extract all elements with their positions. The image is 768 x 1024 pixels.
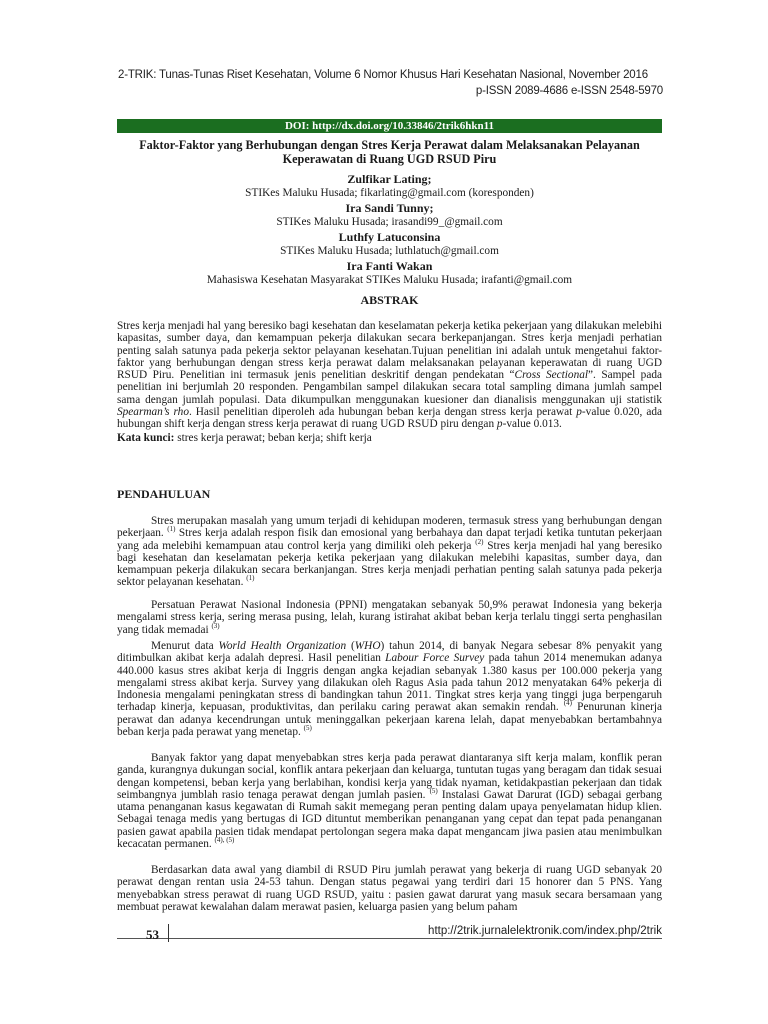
issn-header: p-ISSN 2089-4686 e-ISSN 2548-5970 bbox=[475, 85, 663, 97]
author-block bbox=[117, 171, 662, 287]
footer-divider bbox=[168, 924, 169, 942]
paper-title bbox=[117, 138, 662, 166]
abstract-heading: ABSTRAK bbox=[360, 293, 419, 307]
section-heading: PENDAHULUAN bbox=[117, 487, 211, 501]
intro-paragraph: Berdasarkan data awal yang diambil di RSUD Piru jumlah perawat yang bekerja di ruang UGD sebanyak 20 perawat dengan rentan usia 24-53 tahun. Dengan status pegawai yang terdiri dari 15 honorer dan 5 PNS. Yang menyebabkan stress perawat di ruang UGD RSUD, yaitu : pasien gawat darurat yang masuk secara bersamaan yang membuat perawat kewalahan dalam merawat pasien, keluarga pasien yang belum paham bbox=[117, 864, 662, 913]
author-affiliation: STIKes Maluku Husada; fikarlating@gmail.com (koresponden) bbox=[245, 187, 534, 199]
abstract-text: Stres kerja menjadi hal yang beresiko bagi kesehatan dan keselamatan pekerja ketika pekerjaan yang dilakukan melebihi kapasitas, sumber daya, dan kemampuan pekerja dilakukan secara berkepanjangan. Stres kerja menjadi perhatian penting salah satunya pada pekerja sektor pelayanan kesehatan.Tujuan penelitian ini adalah untuk mengetahui faktor-faktor yang berhubungan dengan stress kerja perawat dalam melaksanakan pelayanan keperawatan di ruang UGD RSUD Piru. Penelitian ini termasuk jenis penelitian deskritif dengan pendekatan “Cross Sectional”. Sampel pada penelitian ini berjumlah 20 responden. Pengambilan sampel dilakukan secara total sampling dimana jumlah sampel sama dengan jumlah populasi. Data dikumpulkan menggunakan kuesioner dan dianalisis menggunakan uji statistik Spearman’s rho. Hasil penelitian diperoleh ada hubungan beban kerja dengan stress kerja perawat p-value 0.020, ada hubungan shift kerja dengan stress kerja perawat di ruang UGD RSUD piru dengan p-value 0.013. bbox=[117, 320, 662, 431]
page-number: 53 bbox=[146, 927, 159, 942]
author-name: Zulfikar Lating; bbox=[347, 172, 432, 186]
journal-header: 2-TRIK: Tunas-Tunas Riset Kesehatan, Volume 6 Nomor Khusus Hari Kesehatan Nasional, November 2016 bbox=[118, 69, 648, 81]
footer-rule bbox=[117, 938, 662, 939]
intro-paragraph: Menurut data World Health Organization (WHO) tahun 2014, di banyak Negara sebesar 8% penyakit yang ditimbulkan akibat kerja adalah depresi. Hasil penelitian Labour Force Survey pada tahun 2014 menemukan adanya 440.000 kasus stres akibat kerja di Inggris dengan angka kejadian sebanyak 1.380 kasus per 100.000 pekerja yang mengalami stress akibat kerja. Survey yang dilakukan oleh Ragus Asia pada tahun 2012 menyatakan 64% pekerja di Indonesia mengalami peningkatan stress di bandingkan tahun 2011. Tingkat stres kerja yang tinggi juga berpengaruh terhadap kinerja, kepuasan, produktivitas, dan perilaku caring perawat akan semakin rendah. $^{(4)}$ Penurunan kinerja perawat dan adanya kecendrungan untuk meninggalkan pekerjaan karena lelah, dapat menyebabkan bertambahnya beban kerja pada perawat yang menetap. $^{(5)}$ bbox=[117, 640, 662, 739]
author-affiliation: STIKes Maluku Husada; luthlatuch@gmail.com bbox=[280, 245, 499, 257]
author-affiliation: STIKes Maluku Husada; irasandi99_@gmail.com bbox=[276, 216, 503, 228]
keywords-label: Kata kunci: bbox=[117, 432, 175, 444]
journal-url-link[interactable]: http://2trik.jurnalelektronik.com/index.php/2trik bbox=[428, 925, 662, 937]
keywords-text: stres kerja perawat; beban kerja; shift kerja bbox=[174, 432, 372, 444]
doi-banner[interactable]: DOI: http://dx.doi.org/10.33846/2trik6hkn11 bbox=[117, 119, 662, 133]
title-line-2: Keperawatan di Ruang UGD RSUD Piru bbox=[282, 152, 497, 166]
author-name: Ira Sandi Tunny; bbox=[345, 201, 434, 215]
author-affiliation: Mahasiswa Kesehatan Masyarakat STIKes Maluku Husada; irafanti@gmail.com bbox=[206, 274, 573, 286]
intro-paragraph: Stres merupakan masalah yang umum terjadi di kehidupan moderen, termasuk stress yang berhubungan dengan pekerjaan. $^{(1)}$ Stres kerja adalah respon fisik dan emosional yang berbahaya dan dapat terjadi ketika tuntutan pekerjaan yang ada melebihi kemampuan atau control kerja yang dimiliki oleh pekerja $^{(2)}$ Stres kerja menjadi hal yang beresiko bagi kesehatan dan keselamatan pekerja ketika pekerjaan yang dilakukan melebihi kapasitas, sumber daya, dan kemampuan pekerja dilakukan secara berkanjangan. Stres kerja menjadi perhatian penting salah satunya pada pekerja sektor pelayanan kesehatan. $^{(1)}$ bbox=[117, 515, 662, 589]
keywords bbox=[117, 432, 662, 444]
author-name: Luthfy Latuconsina bbox=[338, 230, 441, 244]
title-line-1: Faktor-Faktor yang Berhubungan dengan Stres Kerja Perawat dalam Melaksanakan Pelayanan bbox=[139, 138, 640, 152]
intro-paragraph: Persatuan Perawat Nasional Indonesia (PPNI) mengatakan sebanyak 50,9% perawat Indonesia yang bekerja mengalami stress kerja, sering merasa pusing, lelah, kurang istirahat akibat beban kerja terlalu tinggi serta penghasilan yang tidak memadai $^{(3)}$ bbox=[117, 599, 662, 636]
intro-paragraph: Banyak faktor yang dapat menyebabkan stres kerja pada perawat diantaranya sift kerja malam, konflik peran ganda, kurangnya dukungan social, konflik antara pekerjaan dan keluarga, tuntutan tugas yang beragam dan tidak sesuai dengan kompetensi, beban kerja yang berlabihan, kondisi kerja yang tidak nyaman, ketidakpastian pekerjaan dan tidak seimbangnya jumblah rasio tenaga perawat dengan jumlah pasien. $^{(5)}$ Instalasi Gawat Darurat (IGD) sebagai gerbang utama penanganan kasus kegawatan di Rumah sakit memegang peran penting dalam upaya penyelamatan hidup klien. Sebagai tenaga medis yang bertugas di IGD dituntut memberikan penanganan yang cepat dan tepat pada penanganan pasien gawat apabila pasien tidak mendapat pertolongan segera maka dapat mengancam jiwa pasien atau menimbulkan kecacatan permanen. $^{(4), (5)}$ bbox=[117, 752, 663, 851]
author-name: Ira Fanti Wakan bbox=[346, 259, 433, 273]
